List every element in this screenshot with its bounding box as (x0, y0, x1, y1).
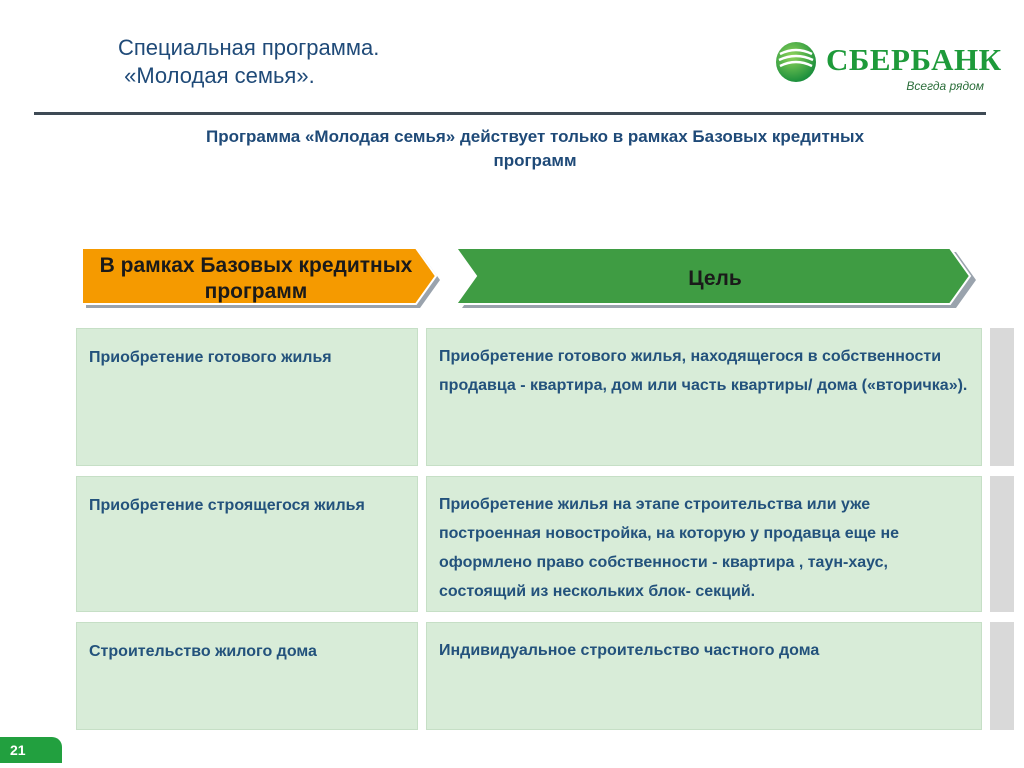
header-divider (34, 112, 986, 115)
table-cell-goal: Индивидуальное строительство частного дома (426, 622, 982, 730)
slide-title: Специальная программа. «Молодая семья». (118, 35, 380, 88)
table-cell-goal: Приобретение готового жилья, находящегося в собственности продавца - квартира, дом или часть квартиры/ дома («вторичка»). (426, 328, 982, 466)
column-header-program: В рамках Базовых кредитных программ (99, 254, 413, 303)
row-edge-bar (990, 622, 1014, 730)
logo-slogan: Всегда рядом (906, 79, 984, 93)
table-cell-program: Приобретение готового жилья (76, 328, 418, 466)
table-cell-goal: Приобретение жилья на этапе строительства или уже построенная новостройка, на которую у продавца еще не оформлено право собственности - квартира , таун-хаус, состоящий из нескольких блок- секций. (426, 476, 982, 612)
sberbank-logo (774, 40, 1002, 96)
logo-name: СБЕРБАНК (826, 42, 1002, 77)
column-header-goal: Цель (688, 267, 742, 290)
table-cell-program: Строительство жилого дома (76, 622, 418, 730)
table-cell-program: Приобретение строящегося жилья (76, 476, 418, 612)
sberbank-logo-icon (774, 40, 818, 84)
slide-subtitle: Программа «Молодая семья» действует только в рамках Базовых кредитных программ (205, 127, 865, 170)
row-edge-bar (990, 328, 1014, 466)
row-edge-bar (990, 476, 1014, 612)
page-number: 21 (0, 737, 62, 763)
